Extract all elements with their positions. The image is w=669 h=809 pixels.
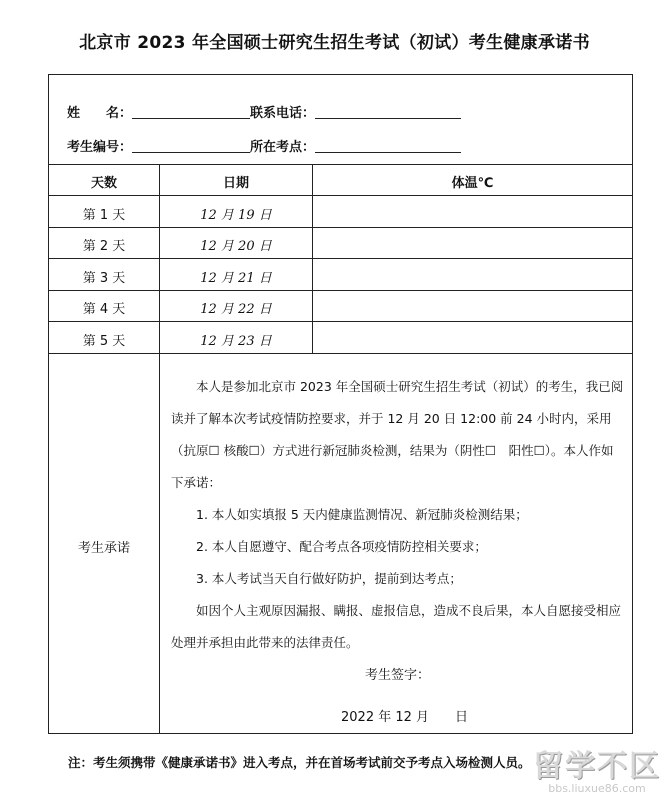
promise-paragraph-1: 本人是参加北京市 2023 年全国硕士研究生招生考试（初试）的考生，我已阅读并了解本次考试疫情防控要求，并于 12 月 20 日 12:00 前 24 小时内，采用（抗原☐ 核酸☐）方式进行新冠肺炎检测，结果为（阴性☐ 阳性☐）。本人作如下承诺： xyxy=(171,379,624,490)
date-cell: 12 月 23 日 xyxy=(200,334,272,349)
temperature-cell[interactable] xyxy=(313,228,632,258)
promise-text xyxy=(171,371,626,659)
info-row-1 xyxy=(67,102,461,121)
phone-label: 联系电话： xyxy=(250,106,316,121)
watermark-url: bbs.liuxue86.com xyxy=(548,782,646,795)
signature-date: 2022 年 12 月 日 xyxy=(341,710,469,725)
day-cell: 第 2 天 xyxy=(82,239,126,254)
date-cell: 12 月 21 日 xyxy=(200,271,272,286)
exam-no-label: 考生编号： xyxy=(67,140,133,155)
info-block xyxy=(49,75,632,165)
promise-label: 考生承诺 xyxy=(77,541,130,556)
row-divider xyxy=(49,353,632,354)
promise-item-2: 2. 本人自愿遵守、配合考点各项疫情防控相关要求； xyxy=(196,539,487,554)
promise-item-3: 3. 本人考试当天自行做好防护，提前到达考点； xyxy=(196,571,462,586)
day-cell: 第 3 天 xyxy=(82,271,126,286)
day-cell: 第 4 天 xyxy=(82,302,126,317)
temperature-cell[interactable] xyxy=(313,196,632,227)
day-cell: 第 5 天 xyxy=(82,334,126,349)
temperature-cell[interactable] xyxy=(313,291,632,321)
site-label: 所在考点： xyxy=(250,140,316,155)
temperature-cell[interactable] xyxy=(313,322,632,353)
header-date: 日期 xyxy=(222,176,249,191)
site-field[interactable] xyxy=(315,140,461,153)
date-cell: 12 月 22 日 xyxy=(200,302,272,317)
phone-field[interactable] xyxy=(315,106,461,119)
exam-no-field[interactable] xyxy=(132,140,250,153)
name-label: 姓 名： xyxy=(67,106,133,121)
day-cell: 第 1 天 xyxy=(82,208,126,223)
date-cell: 12 月 20 日 xyxy=(200,239,272,254)
health-form xyxy=(48,74,633,734)
page-title: 北京市 2023 年全国硕士研究生招生考试（初试）考生健康承诺书 xyxy=(79,33,590,53)
signature-label: 考生签字： xyxy=(365,668,431,683)
header-temperature: 体温℃ xyxy=(451,176,494,191)
name-field[interactable] xyxy=(132,106,250,119)
header-days: 天数 xyxy=(90,176,117,191)
temperature-cell[interactable] xyxy=(313,259,632,290)
watermark-logo: 留学不区 xyxy=(533,749,661,784)
watermark xyxy=(533,749,661,795)
promise-item-1: 1. 本人如实填报 5 天内健康监测情况、新冠肺炎检测结果； xyxy=(196,507,528,522)
promise-paragraph-2: 如因个人主观原因漏报、瞒报、虚报信息，造成不良后果，本人自愿接受相应处理并承担由此带来的法律责任。 xyxy=(171,603,622,650)
footer-note: 注：考生须携带《健康承诺书》进入考点，并在首场考试前交予考点入场检测人员。 xyxy=(68,755,531,770)
date-cell: 12 月 19 日 xyxy=(200,208,272,223)
info-row-2 xyxy=(67,136,461,155)
